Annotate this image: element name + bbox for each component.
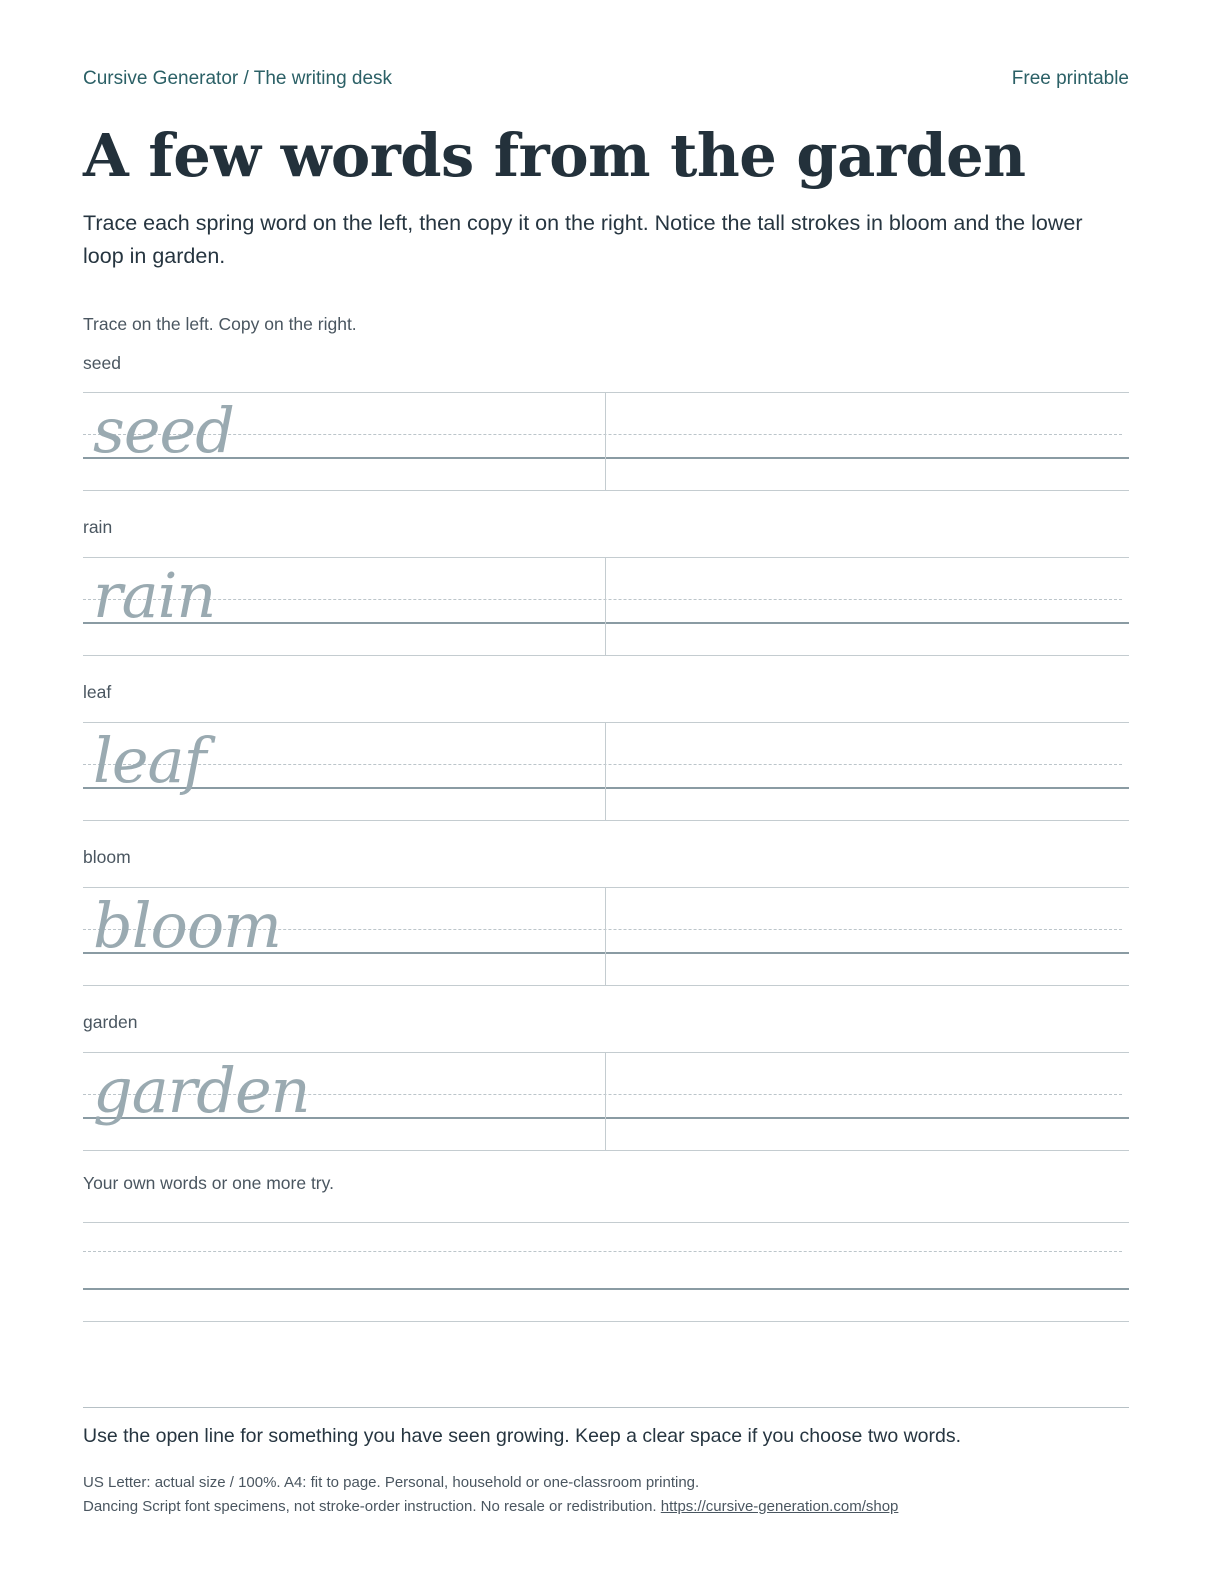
word-label: rain xyxy=(83,517,113,537)
copy-area[interactable] xyxy=(607,558,1129,655)
column-divider xyxy=(605,723,606,820)
footer xyxy=(83,1471,1129,1519)
instruction-text: Trace on the left. Copy on the right. xyxy=(83,314,357,334)
free-printable-link[interactable]: Free printable xyxy=(1011,68,1129,89)
trace-word: garden xyxy=(93,1054,310,1127)
top-bar xyxy=(83,66,1129,92)
word-label: seed xyxy=(83,353,121,373)
copy-area[interactable] xyxy=(607,888,1129,985)
closing-note: Use the open line for something you have seen growing. Keep a clear space if you choose two words. xyxy=(83,1425,962,1447)
practice-row xyxy=(83,557,1129,656)
footer-line-2 xyxy=(83,1495,1129,1519)
intro-text: Trace each spring word on the left, then copy it on the right. Notice the tall strokes in bloom and the lower loop in garden. xyxy=(83,211,1083,268)
copy-area[interactable] xyxy=(607,393,1129,490)
open-line-label: Your own words or one more try. xyxy=(83,1173,334,1193)
breadcrumb-link[interactable]: Cursive Generator / The writing desk xyxy=(83,68,393,89)
word-label: leaf xyxy=(83,682,112,702)
copy-area[interactable] xyxy=(607,1053,1129,1150)
column-divider xyxy=(605,558,606,655)
footer-line-1: US Letter: actual size / 100%. A4: fit to page. Personal, household or one-classroom printing. xyxy=(83,1474,700,1491)
column-divider xyxy=(605,393,606,490)
column-divider xyxy=(605,1053,606,1150)
column-divider xyxy=(605,888,606,985)
shop-link[interactable]: https://cursive-generation.com/shop xyxy=(660,1498,899,1515)
midline xyxy=(83,1251,1122,1252)
copy-area[interactable] xyxy=(607,723,1129,820)
baseline xyxy=(83,1288,1129,1290)
open-practice-row[interactable] xyxy=(83,1222,1129,1322)
trace-word: seed xyxy=(93,394,234,467)
section-divider xyxy=(83,1407,1129,1408)
practice-row xyxy=(83,1052,1129,1151)
practice-row xyxy=(83,887,1129,986)
trace-word: leaf xyxy=(93,724,206,797)
word-label: garden xyxy=(83,1012,138,1032)
trace-word: rain xyxy=(93,559,216,632)
practice-row xyxy=(83,722,1129,821)
footer-line-2-text: Dancing Script font specimens, not stroke-order instruction. No resale or redistribution. xyxy=(83,1498,657,1515)
trace-word: bloom xyxy=(93,889,281,962)
practice-row xyxy=(83,392,1129,491)
page-title: A few words from the garden xyxy=(83,121,1026,190)
word-label: bloom xyxy=(83,847,131,867)
